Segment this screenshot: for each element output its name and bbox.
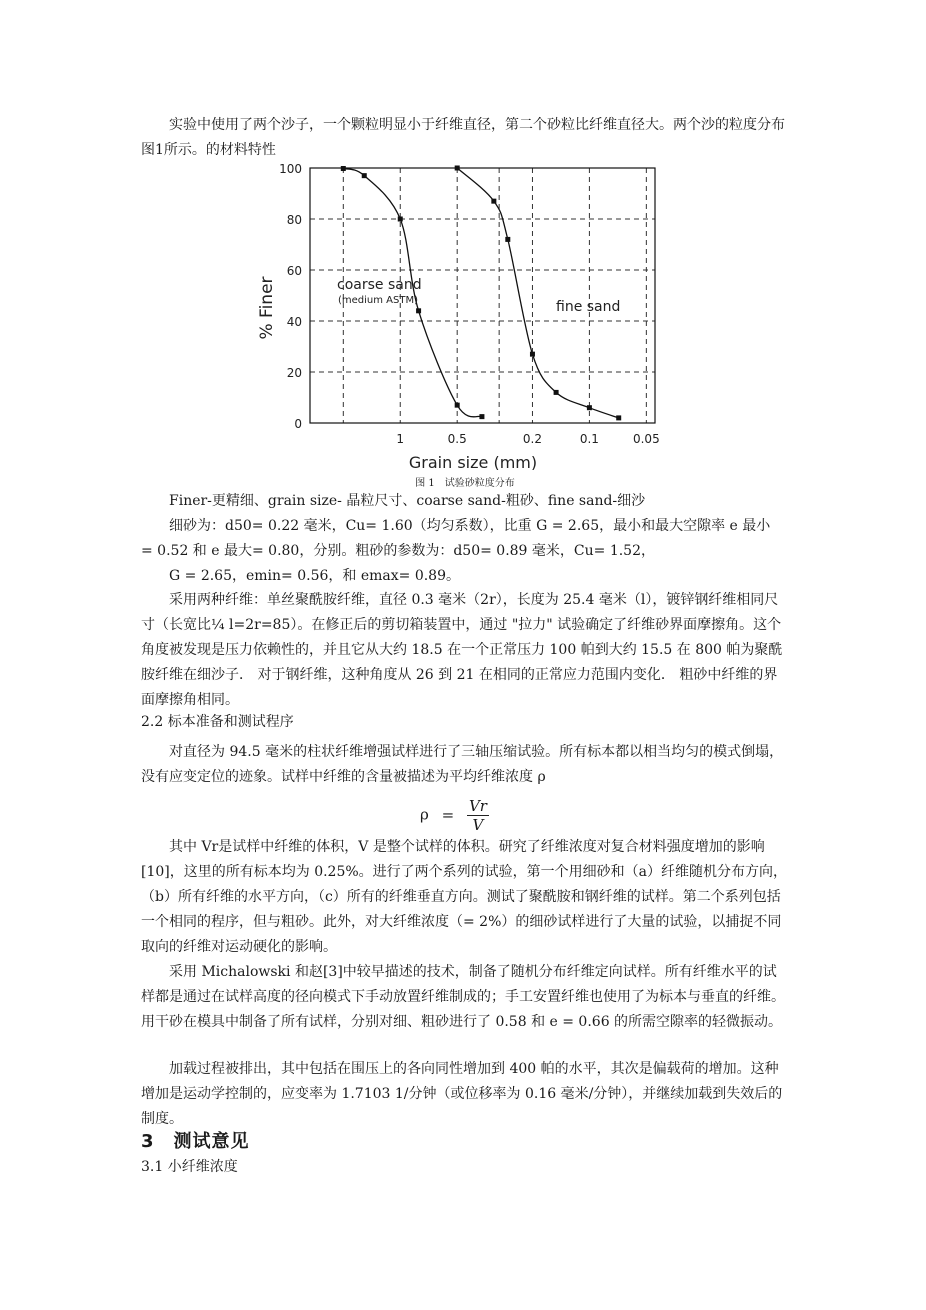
coarse-sand-label: coarse sand (337, 277, 422, 293)
data-point (398, 217, 403, 222)
fine-sand-params-2: = 0.52 和 e 最大= 0.80，分别。粗砂的参数为：d50= 0.89 毫米，Cu= 1.52， (141, 543, 655, 559)
y-tick-label: 100 (279, 162, 302, 176)
data-point (341, 166, 346, 171)
x-tick-label: 0.2 (522, 432, 543, 446)
figure-caption: 图 1 试验砂粒度分布 (415, 478, 515, 489)
x-tick-label: 0.1 (579, 432, 599, 446)
formula-eq: = (441, 805, 455, 824)
fine-sand-label: fine sand (556, 299, 621, 315)
fiber-paragraph: 采用两种纤维：单丝聚酰胺纤维，直径 0.3 毫米（2r），长度为 25.4 毫米（l），镀锌钢纤维相同尺寸（长宽比¼ l=2r=85）。在修正后的剪切箱装置中，通过 "拉力" 试验确定了纤维砂界面摩擦角。这个角度被发现是压力依赖性的，并且它从大约 18.5 在一个正常压力 100 帕到大约 15.5 在 800 帕为聚酰胺纤维在细沙子． 对于钢纤维，这种角度从 26 到 21 在相同的正常应力范围内变化． 粗砂中纤维的界面摩擦角相同。 (141, 592, 783, 708)
fiber-concentration-formula (420, 797, 489, 834)
x-tick-label: 1 (396, 432, 405, 446)
specimen-paragraph: 对直径为 94.5 毫米的柱状纤维增强试样进行了三轴压缩试验。所有标本都以相当均匀的模式倒塌，没有应变定位的迹象。试样中纤维的含量被描述为平均纤维浓度 ρ (141, 744, 784, 785)
formula-numerator: Vr (468, 797, 487, 815)
loading-paragraph: 加载过程被排出，其中包括在围压上的各向同性增加到 400 帕的水平，其次是偏载荷的增加。这种增加是运动学控制的，应变率为 1.7103 1/分钟（或位移率为 0.16 毫米/分钟），并继续加载到失效后的制度。 (141, 1061, 783, 1127)
volume-paragraph: 其中 Vr是试样中纤维的体积，V 是整个试样的体积。研究了纤维浓度对复合材料强度增加的影响[10]，这里的所有标本均为 0.25%。进行了两个系列的试验，第一个用细砂和（a）纤维随机分布方向，（b）所有纤维的水平方向，（c）所有的纤维垂直方向。测试了聚酰胺和钢纤维的试样。第二个系列包括一个相同的程序，但与粗砂。此外，对大纤维浓度（= 2%）的细砂试样进行了大量的试验，以捕捉不同取向的纤维对运动硬化的影响。 (141, 839, 788, 955)
data-point (455, 166, 460, 171)
data-point (554, 390, 559, 395)
data-point (491, 199, 496, 204)
series-line-fine-sand (457, 168, 619, 418)
y-tick-label: 80 (286, 213, 302, 227)
grain-size-chart (240, 160, 680, 470)
data-point (530, 352, 535, 357)
coarse-sand-sublabel: (medium ASTM) (338, 295, 419, 306)
coarse-sand-params: G = 2.65，emin= 0.56，和 emax= 0.89。 (169, 568, 460, 584)
fine-sand-params-1: 细砂为：d50= 0.22 毫米，Cu= 1.60（均匀系数），比重 G = 2.65，最小和最大空隙率 e 最小 (169, 518, 771, 534)
y-tick-label: 0 (294, 417, 302, 431)
formula-denominator: V (472, 816, 484, 834)
y-tick-label: 60 (286, 264, 302, 278)
x-tick-label: 0.05 (632, 432, 660, 446)
method-paragraph: 采用 Michalowski 和赵[3]中较早描述的技术，制备了随机分布纤维定向试样。所有纤维水平的试样都是通过在试样高度的径向模式下手动放置纤维制成的；手工安置纤维也使用了为标本与垂直的纤维。用干砂在模具中制备了所有试样，分别对细、粗砂进行了 0.58 和 e = 0.66 的所需空隙率的轻微振动。 (141, 964, 785, 1030)
section-heading-2-2: 2.2 标本准备和测试程序 (141, 714, 294, 730)
x-axis-label: Grain size (mm) (408, 453, 538, 470)
y-tick-label: 20 (286, 366, 302, 380)
data-point (505, 237, 510, 242)
y-axis-label: % Finer (257, 276, 277, 340)
data-point (587, 405, 592, 410)
term-legend-line: Finer-更精细、grain size- 晶粒尺寸、coarse sand-粗砂、fine sand-细沙 (169, 493, 646, 509)
x-tick-label: 0.5 (447, 432, 467, 446)
section-heading-3: 3 测试意见 (141, 1131, 250, 1152)
formula-lhs: ρ (420, 805, 429, 824)
data-point (416, 308, 421, 313)
data-point (455, 403, 460, 408)
y-tick-label: 40 (286, 315, 302, 329)
data-point (362, 173, 367, 178)
data-point (616, 415, 621, 420)
intro-paragraph: 实验中使用了两个沙子，一个颗粒明显小于纤维直径，第二个砂粒比纤维直径大。两个沙的粒度分布图1所示。的材料特性 (141, 117, 785, 158)
section-heading-3-1: 3.1 小纤维浓度 (141, 1159, 238, 1175)
data-point (479, 414, 484, 419)
